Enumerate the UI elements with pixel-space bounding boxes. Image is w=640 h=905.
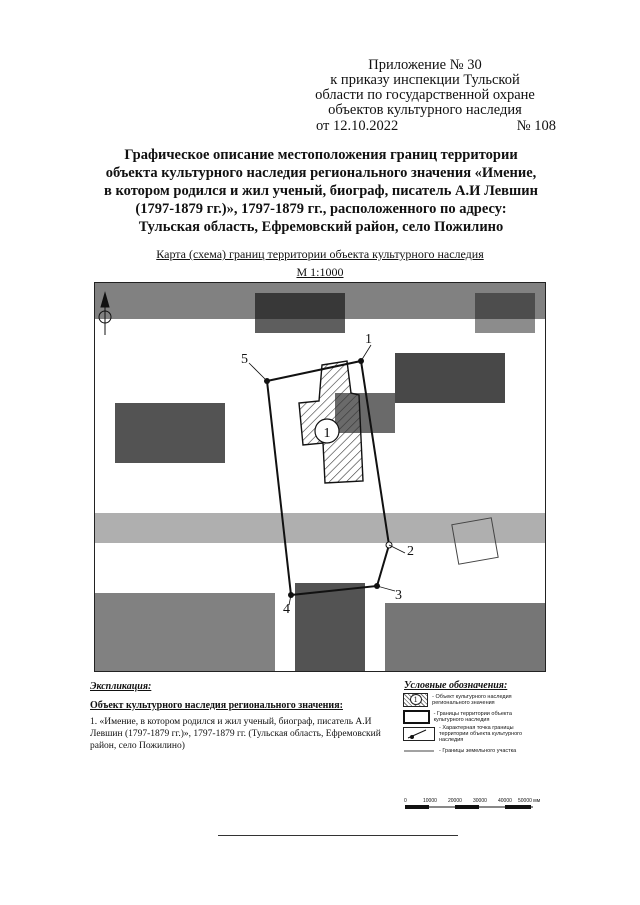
legend-text: - Характерная точка границы территории объекта культурного наследия (439, 724, 523, 743)
appendix-line: Приложение № 30 (368, 57, 482, 73)
point-symbol-icon (404, 728, 434, 740)
order-row (316, 118, 556, 135)
explication-subheading: Объект культурного наследия регионального значения: (90, 700, 343, 711)
legend-text: - Объект культурного наследия регионального значения (432, 693, 512, 706)
title-line: в котором родился и жил ученый, биограф, писатель А.И Левшин (104, 183, 538, 199)
scalebar-tick: 40000 (498, 798, 512, 804)
document-title (86, 146, 556, 236)
legend-row (403, 708, 543, 725)
footer-divider (218, 835, 458, 836)
point-label: 5 (241, 352, 248, 367)
map-frame[interactable] (94, 282, 546, 672)
scalebar-tick: 50000 мм (518, 798, 541, 804)
appendix-line: области по государственной охране (315, 87, 535, 103)
appendix-line: объектов культурного наследия (328, 102, 522, 118)
title-line: Тульская область, Ефремовский район, село Пожилино (138, 219, 504, 235)
legend-row (403, 725, 543, 742)
title-line: (1797-1879 гг.)», 1797-1879 гг., расположенного по адресу: (135, 201, 507, 217)
point-label: 4 (283, 602, 290, 617)
legend-row (403, 742, 543, 759)
title-line: объекта культурного наследия регионального значения «Имение, (105, 165, 537, 181)
scalebar (403, 795, 543, 825)
order-number: № 108 (516, 118, 556, 134)
legend-heading: Условные обозначения: (404, 680, 508, 691)
legend-symbol-label: 1 (410, 694, 422, 705)
parcel-line-icon (404, 745, 434, 757)
point-label: 3 (395, 588, 402, 603)
scalebar-graphic (403, 795, 543, 825)
order-date: от 12.10.2022 (316, 118, 399, 134)
legend (403, 691, 543, 759)
legend-text: - Границы земельного участка (439, 747, 517, 754)
map-title: Карта (схема) границ территории объекта культурного наследия (156, 247, 484, 261)
scalebar-tick: 20000 (448, 798, 462, 804)
map-scale: М 1:1000 (296, 265, 344, 279)
explication-heading: Экспликация: (90, 681, 152, 692)
legend-object-symbol (403, 693, 428, 707)
legend-row (403, 691, 543, 708)
scalebar-tick: 0 (404, 798, 407, 804)
legend-parcel-symbol (403, 744, 435, 758)
legend-boundary-symbol (403, 710, 430, 724)
scalebar-tick: 10000 (423, 798, 437, 804)
vegetation-texture (95, 283, 546, 672)
legend-text: - Границы территории объекта культурного наследия (433, 710, 512, 723)
scalebar-tick: 30000 (473, 798, 487, 804)
legend-point-symbol (403, 727, 435, 741)
title-line: Графическое описание местоположения границ территории (124, 147, 518, 163)
explication-item: 1. «Имение, в котором родился и жил ученый, биограф, писатель А.И Левшин (1797-1879 гг.)», 1797-1879 гг. (Тульская область, Ефремовский район, село Пожилино) (90, 717, 381, 751)
point-label: 1 (365, 332, 372, 347)
appendix-block (290, 58, 560, 118)
point-label: 2 (407, 544, 414, 559)
appendix-line: к приказу инспекции Тульской (330, 72, 520, 88)
aerial-map[interactable] (95, 283, 546, 672)
object-label: 1 (323, 426, 331, 441)
